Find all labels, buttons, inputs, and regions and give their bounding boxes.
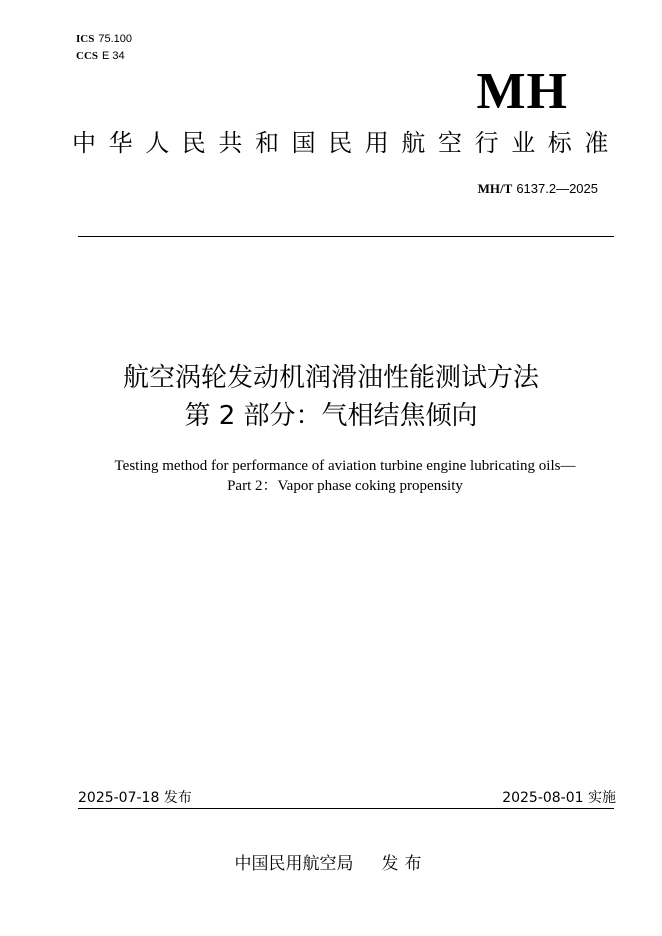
title-en-line1: Testing method for performance of aviation turbine engine lubricating oils— [114,458,576,474]
issue-date: 2025-07-18 发布 [78,790,192,806]
title-cn-line1: 航空涡轮发动机润滑油性能测试方法 [122,363,539,393]
effective-date: 2025-08-01 实施 [502,790,616,806]
classification-codes [76,31,132,65]
publisher-line [0,852,662,876]
ics-code [76,31,132,48]
ics-label: ICS [76,33,95,45]
ics-value: 75.100 [98,33,132,45]
title-en-line2: Part 2：Vapor phase coking propensity [227,478,463,494]
publisher-action: 发布 [381,854,428,874]
issuer-title: 中华人民共和国民用航空行业标准 [72,129,621,157]
ccs-code [76,48,132,65]
footer-divider [78,808,614,809]
standard-number [478,180,598,198]
title-cn-line2: 第 2 部分：气相结焦倾向 [184,401,478,431]
publisher-name: 中国民用航空局 [234,854,354,874]
standard-prefix: MH/T [477,181,513,196]
mh-logo: MH [476,63,568,120]
ccs-value: E 34 [102,50,125,62]
header-divider [78,236,614,237]
standard-code: 6137.2—2025 [516,181,598,196]
ccs-label: CCS [76,50,99,62]
